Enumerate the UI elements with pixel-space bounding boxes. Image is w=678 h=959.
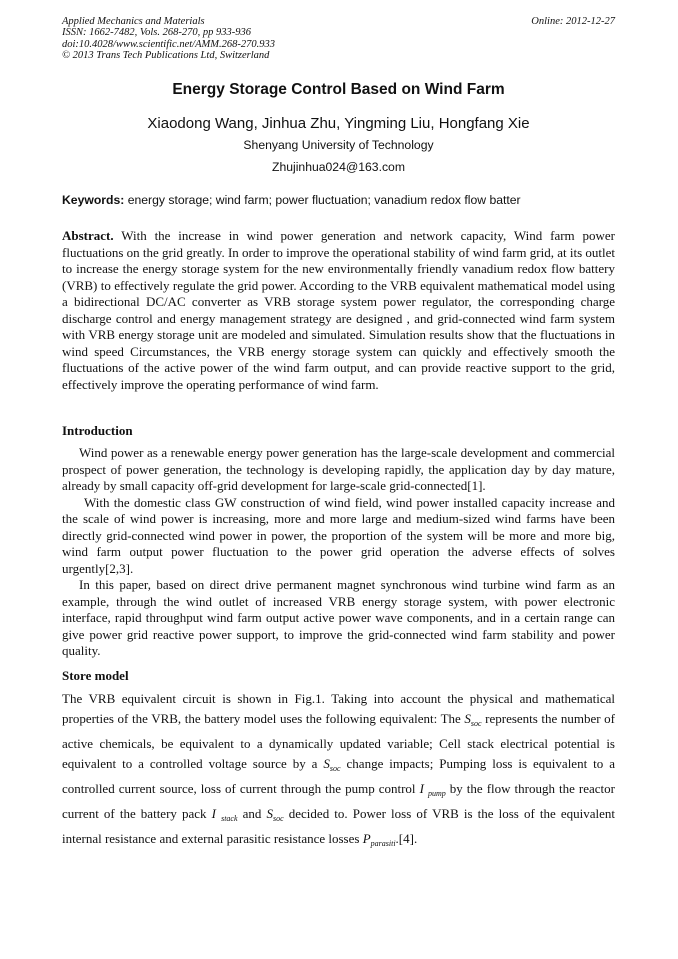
s-soc-symbol [267, 806, 284, 821]
symbol-letter: S [323, 756, 330, 771]
text-segment: .[4]. [395, 831, 418, 846]
text-segment: represents the number of active chemicals, be equivalent to a dynamically updated variable; Cell stack electrical potential is equivalent to a controlled voltage source by a [62, 711, 615, 771]
symbol-subscript: soc [470, 719, 482, 728]
text-segment: The VRB equivalent circuit is shown in Fig.1. Taking into account the physical and mathematical properties of the VRB, the battery model uses the following equivalent: The [62, 691, 615, 726]
i-stack-symbol [212, 806, 238, 821]
keywords [62, 193, 615, 207]
intro-paragraph-1: Wind power as a renewable energy power generation has the large-scale development and commercial prospect of power generation, the technology is developing rapidly, the application day by day mature, already by small capacity off-grid development for large-scale grid-connected[1]. [62, 445, 615, 493]
abstract [62, 228, 615, 393]
abstract-label: Abstract. [62, 228, 114, 243]
doi-line: doi:10.4028/www.scientific.net/AMM.268-270.933 [62, 38, 275, 50]
symbol-subscript: pump [427, 789, 446, 798]
symbol-subscript: soc [329, 764, 341, 773]
symbol-letter: I [419, 781, 424, 796]
symbol-subscript: stack [221, 814, 238, 823]
text-segment: change impacts; Pumping loss is equivalent to a controlled current source, loss of current through the pump control [62, 756, 615, 796]
keywords-label: Keywords: [62, 193, 125, 207]
store-model-paragraph [62, 689, 615, 854]
author-list: Xiaodong Wang, Jinhua Zhu, Yingming Liu, Hongfang Xie [147, 115, 530, 132]
text-segment: and [237, 806, 267, 821]
s-soc-symbol [323, 756, 340, 771]
intro-paragraph-3: In this paper, based on direct drive permanent magnet synchronous wind turbine wind farm as an example, through the wind outlet of increased VRB energy storage system, with power electronic interface, rapid throughput wind farm output active power wave components, and in a certain range can give power grid reactive power support, to improve the grid-connected wind farm stability and power quality. [62, 577, 615, 658]
text-segment: decided to. Power loss of VRB is the loss of the equivalent internal resistance and external parasitic resistance losses [62, 806, 616, 846]
symbol-letter: P [362, 831, 371, 846]
journal-name: Applied Mechanics and Materials [62, 16, 205, 27]
introduction-heading: Introduction [62, 423, 133, 438]
introduction-body [62, 445, 615, 660]
journal-header [62, 16, 615, 61]
keywords-text: energy storage; wind farm; power fluctuation; vanadium redox flow batter [124, 193, 521, 207]
i-pump-symbol [420, 781, 446, 796]
s-soc-symbol [464, 711, 481, 726]
symbol-subscript: parasiti [370, 839, 396, 848]
symbol-letter: I [211, 806, 216, 821]
online-date: Online: 2012-12-27 [531, 16, 615, 27]
p-parasiti-symbol [363, 831, 396, 846]
abstract-text: With the increase in wind power generation and network capacity, Wind farm power fluctuations on the grid greatly. In order to improve the operational stability of wind farm grid, at its outlet to increase the energy storage system for the new environmentally friendly vanadium redox flow battery (VRB) to effectively regulate the grid power. According to the VRB equivalent mathematical model using a bidirectional DC/AC converter as VRB storage system power regulator, the corresponding charge discharge control and energy management strategy are designed , and grid-connected wind farm system with VRB energy storage unit are modeled and simulated. Simulation results show that the fluctuations in wind speed Circumstances, the VRB energy storage system can quickly and effectively smooth the fluctuations of the active power of the wind farm output, and can provide reactive support to the grid, effectively improve the operating performance of wind farm. [62, 228, 615, 392]
store-model-heading: Store model [62, 668, 129, 683]
issn-line: ISSN: 1662-7482, Vols. 268-270, pp 933-936 [62, 27, 251, 39]
affiliation: Shenyang University of Technology [243, 138, 434, 152]
symbol-letter: S [464, 711, 471, 726]
symbol-subscript: soc [273, 814, 284, 823]
author-email: Zhujinhua024@163.com [272, 160, 405, 174]
intro-paragraph-2: With the domestic class GW construction of wind field, wind power installed capacity increase and the scale of wind power is increasing, more and more large and medium-sized wind farms have been directly grid-connected wind power in power, the proportion of the system will be more and more big, wind farm output power fluctuation to the power grid operation the adverse effects of solves urgently[2,3]. [62, 494, 615, 576]
paper-title: Energy Storage Control Based on Wind Farm [172, 81, 505, 98]
copyright-line: © 2013 Trans Tech Publications Ltd, Switzerland [62, 49, 270, 61]
symbol-letter: S [266, 806, 273, 821]
text-segment: by the flow through the reactor current of the battery pack [62, 781, 615, 821]
